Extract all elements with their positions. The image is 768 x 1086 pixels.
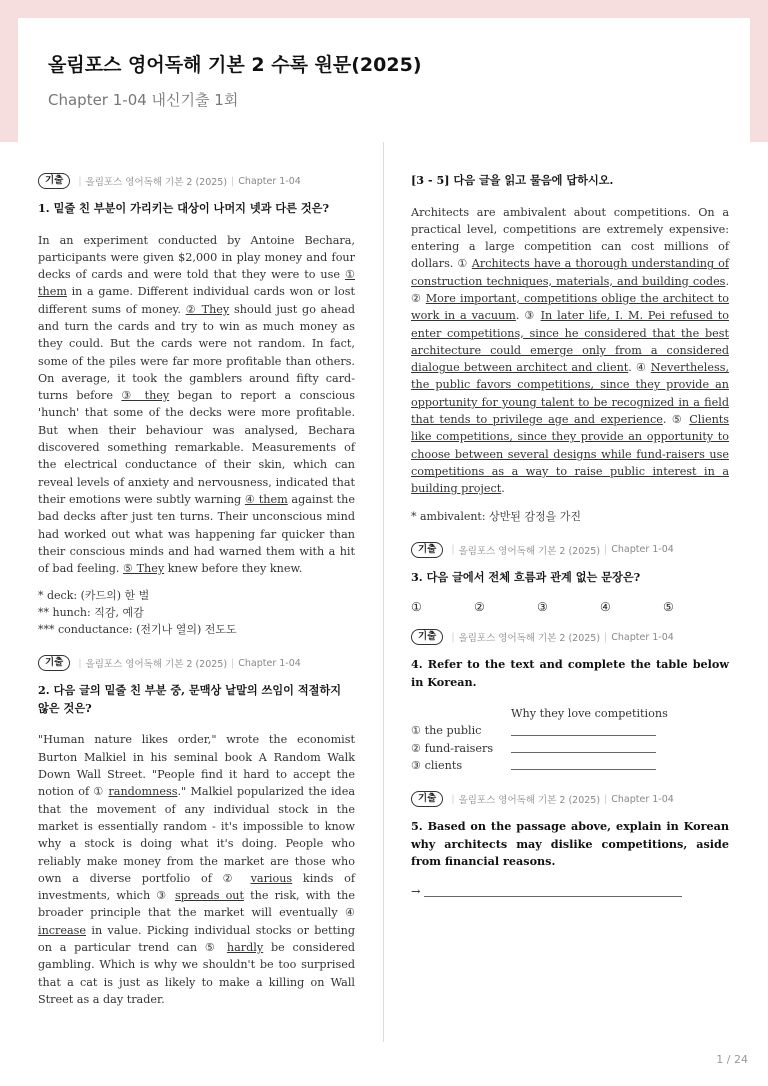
table-header: Why they love competitions (511, 707, 668, 721)
column-divider (383, 142, 384, 1042)
underlined-word-3: spreads out (175, 889, 245, 903)
exam-tag: 기출 (38, 173, 70, 189)
passage-3: Architects are ambivalent about competitions. On a practical level, competitions are extremely expensive: entering a large competition can cost millions of dollars. ① Architects have a thorough understanding of construction techniques, materials, and building codes. ② More important, competitions oblige the architect to work in a vacuum. ③ In later life, I. M. Pei refused to enter competitions, since he considered that the best architecture could emerge only from a considered dialogue between architect and client. ④ Nevertheless, the public favors competitions, since they provide an opportunity for young talent to be recognized in a field that tends to privilege age and experience. ⑤ Clients like competitions, since they provide an opportunity to choose between several designs while fund-raisers use competitions as a way to raise public interest in a building project. (411, 205, 730, 496)
underlined-word-4: increase (38, 923, 87, 937)
underlined-they-2: ② They (185, 302, 230, 316)
question-meta: 기출 | 올림포스 영어독해 기본 2 (2025) | Chapter 1-04 (38, 654, 355, 672)
underlined-they-3: ③ they (121, 389, 170, 403)
answer-blank[interactable] (511, 741, 656, 753)
underlined-sentence-2: More important, competitions oblige the architect to work in a vacuum (411, 291, 729, 323)
question-3: 3. 다음 글에서 전체 흐름과 관계 없는 문장은? (411, 569, 641, 584)
book-label: 올림포스 영어독해 기본 2 (2025) (458, 795, 601, 807)
page-number: 1 / 24 (716, 1053, 748, 1066)
answer-choices (411, 600, 729, 614)
exam-tag: 기출 (411, 791, 443, 807)
choice-5[interactable]: ⑤ (663, 600, 674, 615)
choice-2[interactable]: ② (474, 600, 485, 615)
answer-line (411, 885, 729, 898)
book-label: 올림포스 영어독해 기본 2 (2025) (458, 633, 601, 645)
underlined-sentence-4: Nevertheless, the public favors competitions, since they provide an opportunity for young talent to be recognized in a field that tends to privilege age and experience (411, 361, 730, 427)
left-column (38, 172, 355, 1008)
choice-4[interactable]: ④ (600, 600, 611, 615)
right-column (411, 172, 729, 898)
underlined-them-4: ④ them (244, 492, 288, 506)
chapter-label: Chapter 1-04 (611, 793, 674, 805)
underlined-word-2: various (250, 871, 293, 885)
underlined-sentence-3: In later life, I. M. Pei refused to enter competitions, since he considered that the best architecture could emerge only from a considered dialogue between architect and client (411, 309, 729, 375)
question-meta: 기출 | 올림포스 영어독해 기본 2 (2025) | Chapter 1-04 (411, 541, 729, 559)
book-label: 올림포스 영어독해 기본 2 (2025) (85, 659, 228, 671)
table-row: ② fund-raisers (411, 740, 729, 757)
question-4: 4. Refer to the text and complete the table below in Korean. (411, 657, 729, 689)
choice-1[interactable]: ① (411, 600, 422, 615)
exam-tag: 기출 (411, 629, 443, 645)
page-title: 올림포스 영어독해 기본 2 수록 원문(2025) (48, 54, 422, 76)
question-meta: 기출 | 올림포스 영어독해 기본 2 (2025) | Chapter 1-04 (411, 790, 729, 808)
chapter-label: Chapter 1-04 (611, 544, 674, 556)
answer-blank[interactable] (511, 758, 656, 770)
passage-1: In an experiment conducted by Antoine Bechara, participants were given $2,000 in play money and four decks of cards and were told that they were to use ① them in a game. Different individual cards won or lost different sums of money. ② They should just go ahead and turn the cards and try to win as much money as they could. But the cards were not random. In fact, some of the piles were far more profitable than others. On average, it took the gamblers around fifty card-turns before ③ they began to report a conscious 'hunch' that some of the decks were more profitable. But when their behaviour was analysed, Bechara discovered something remarkable. Measurements of the electrical conductance of their skin, which can reveal levels of anxiety and nervousness, indicated that their emotions were subtly warning ④ them against the bad decks after just ten turns. Their unconscious mind had worked out what was happening far quicker than their conscious minds and had warned them with a hit of bad feeling. ⑤ They knew before they knew. (38, 233, 355, 576)
arrow-icon: → (411, 884, 421, 898)
underlined-word-5: hardly (226, 941, 264, 954)
answer-table (411, 705, 729, 774)
underlined-word-1: randomness (108, 785, 178, 799)
book-label: 올림포스 영어독해 기본 2 (2025) (85, 177, 228, 188)
book-label: 올림포스 영어독해 기본 2 (2025) (458, 545, 601, 557)
underlined-sentence-5: Clients like competitions, since they provide an opportunity to choose between several designs while fund-raisers use competitions as a way to raise public interest in a building project (411, 413, 730, 496)
underlined-sentence-1: Architects have a thorough understanding of construction techniques, materials, and building codes (411, 257, 730, 288)
choice-3[interactable]: ③ (537, 600, 548, 615)
page-subtitle: Chapter 1-04 내신기출 1회 (48, 91, 239, 109)
underlined-them-1: ① them (38, 268, 355, 299)
question-5: 5. Based on the passage above, explain in Korean why architects may dislike competitions, aside from financial reasons. (411, 819, 729, 869)
vocab-note-3: * ambivalent: 상반된 감정을 가진 (411, 509, 582, 523)
exam-tag: 기출 (411, 542, 443, 558)
chapter-label: Chapter 1-04 (611, 631, 674, 643)
answer-blank[interactable] (511, 724, 656, 736)
question-meta: 기출 | 올림포스 영어독해 기본 2 (2025) | Chapter 1-04 (411, 628, 729, 646)
vocab-notes-1: * deck: (카드의) 한 벌 ** hunch: 직감, 예감 *** conductance: (전기나 열의) 전도도 (38, 589, 237, 637)
question-meta: 기출 | 올림포스 영어독해 기본 2 (2025) | Chapter 1-04 (38, 172, 355, 190)
table-row: ③ clients (411, 757, 729, 774)
exam-tag: 기출 (38, 655, 70, 671)
chapter-label: Chapter 1-04 (238, 175, 301, 187)
table-row: ① the public (411, 722, 729, 739)
question-2: 2. 다음 글의 밑줄 친 부분 중, 문맥상 낱말의 쓰임이 적절하지 않은 것은? (38, 683, 342, 715)
question-1: 1. 밑줄 친 부분이 가리키는 대상이 나머지 넷과 다른 것은? (38, 201, 330, 215)
answer-blank[interactable] (424, 886, 682, 897)
passage-2: "Human nature likes order," wrote the economist Burton Malkiel in his seminal book A Random Walk Down Wall Street. "People find it hard to accept the notion of ① randomness." Malkiel popularized the idea that the movement of any individual stock in the market is essentially random - it's impossible to know why a stock is doing what it's doing. People who reliably make money from the market are those who own a diverse portfolio of ② various kinds of investments, which ③ spreads out the risk, with the broader principle that the market will eventually ④ increase in value. Picking individual stocks or betting on a particular trend can ⑤ hardly be considered gambling. Which is why we shouldn't be too surprised that a cat is just as likely to make a killing on Wall Street as a day trader. (38, 733, 356, 1006)
chapter-label: Chapter 1-04 (238, 657, 301, 669)
header-card (18, 18, 750, 142)
set-header: [3 - 5] 다음 글을 읽고 물음에 답하시오. (411, 173, 614, 187)
underlined-they-5: ⑤ They (123, 562, 165, 576)
